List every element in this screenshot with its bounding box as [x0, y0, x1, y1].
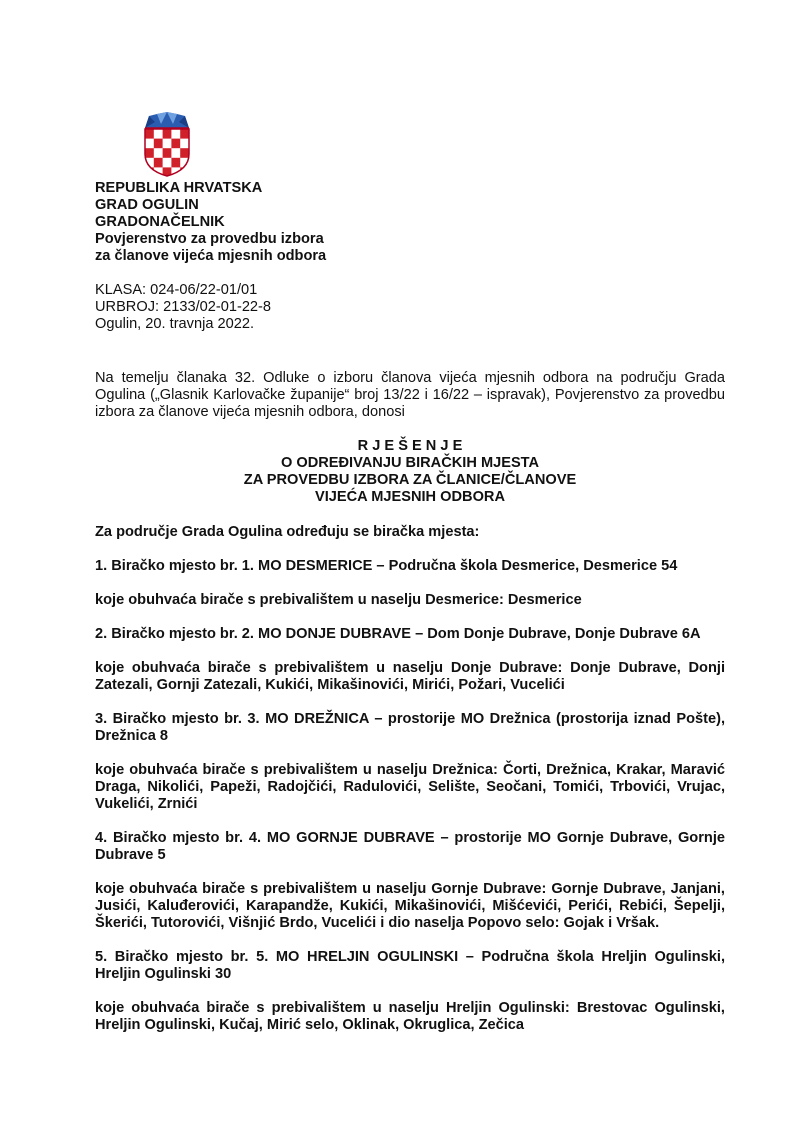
header-committee: Povjerenstvo za provedbu izbora: [95, 231, 324, 247]
title-line-3: ZA PROVEDBU IZBORA ZA ČLANICE/ČLANOVE: [243, 472, 577, 488]
urbroj: URBROJ: 2133/02-01-22-8: [95, 299, 272, 315]
header-republic: REPUBLIKA HRVATSKA: [95, 180, 263, 196]
intro-paragraph: [95, 370, 725, 421]
document-date: Ogulin, 20. travnja 2022.: [95, 316, 255, 332]
polling-station-5-voters: koje obuhvaća birače s prebivalištem u naselju Hreljin Ogulinski: Brestovac Ogulinski, Hreljin Ogulinski, Kučaj, Mirić selo, Oklinak, Okruglica, Zečica: [95, 1000, 725, 1033]
document-body: [95, 524, 725, 1051]
title-line-1: R J E Š E N J E: [357, 438, 463, 454]
polling-station-4: 4. Biračko mjesto br. 4. MO GORNJE DUBRAVE – prostorije MO Gornje Dubrave, Gornje Dubrave 5: [95, 830, 725, 863]
polling-station-1: 1. Biračko mjesto br. 1. MO DESMERICE – Područna škola Desmerice, Desmerice 54: [95, 558, 678, 574]
coat-of-arms-icon: [141, 108, 193, 178]
issuer-header: [95, 180, 326, 265]
document-title: [95, 438, 725, 506]
header-committee-scope: za članove vijeća mjesnih odbora: [95, 248, 327, 264]
polling-station-2: 2. Biračko mjesto br. 2. MO DONJE DUBRAVE – Dom Donje Dubrave, Donje Dubrave 6A: [95, 626, 701, 642]
polling-station-5: 5. Biračko mjesto br. 5. MO HRELJIN OGULINSKI – Područna škola Hreljin Ogulinski, Hreljin Ogulinski 30: [95, 949, 725, 982]
polling-station-3: 3. Biračko mjesto br. 3. MO DREŽNICA – prostorije MO Drežnica (prostorija iznad Pošte), Drežnica 8: [95, 711, 725, 744]
intro-text: Na temelju članaka 32. Odluke o izboru članova vijeća mjesnih odbora na području Grada Ogulina („Glasnik Karlovačke županije“ broj 13/22 i 16/22 – ispravak), Povjerenstvo za provedbu izbora za članove vijeća mjesnih odbora, donosi: [95, 370, 725, 420]
polling-station-2-voters: koje obuhvaća birače s prebivalištem u naselju Donje Dubrave: Donje Dubrave, Donji Zatezali, Gornji Zatezali, Kukići, Mikašinovići, Mirići, Požari, Vucelići: [95, 660, 725, 693]
polling-station-1-voters: koje obuhvaća birače s prebivalištem u naselju Desmerice: Desmerice: [95, 592, 582, 608]
title-line-2: O ODREĐIVANJU BIRAČKIH MJESTA: [280, 455, 540, 471]
document-meta: [95, 282, 271, 333]
lead-text: Za područje Grada Ogulina određuju se biračka mjesta:: [95, 524, 480, 540]
polling-station-3-voters: koje obuhvaća birače s prebivalištem u naselju Drežnica: Čorti, Drežnica, Krakar, Maravić Draga, Nikolići, Papeži, Radojčići, Radulovići, Selište, Seočani, Tomići, Trbovići, Vrujac, Vukelići, Zrnići: [95, 762, 725, 812]
polling-station-4-voters: koje obuhvaća birače s prebivalištem u naselju Gornje Dubrave: Gornje Dubrave, Janjani, Jusići, Kaluđerovići, Karapandže, Kukići, Mikašinovići, Mišćevići, Perići, Rebići, Šepelji, Škerići, Tutorovići, Višnjić Brdo, Vucelići i dio naselja Popovo selo: Gojak i Vršak.: [95, 881, 725, 931]
header-mayor: GRADONAČELNIK: [95, 214, 225, 230]
klasa: KLASA: 024-06/22-01/01: [95, 282, 258, 298]
header-city: GRAD OGULIN: [95, 197, 199, 213]
title-line-4: VIJEĆA MJESNIH ODBORA: [314, 489, 506, 505]
